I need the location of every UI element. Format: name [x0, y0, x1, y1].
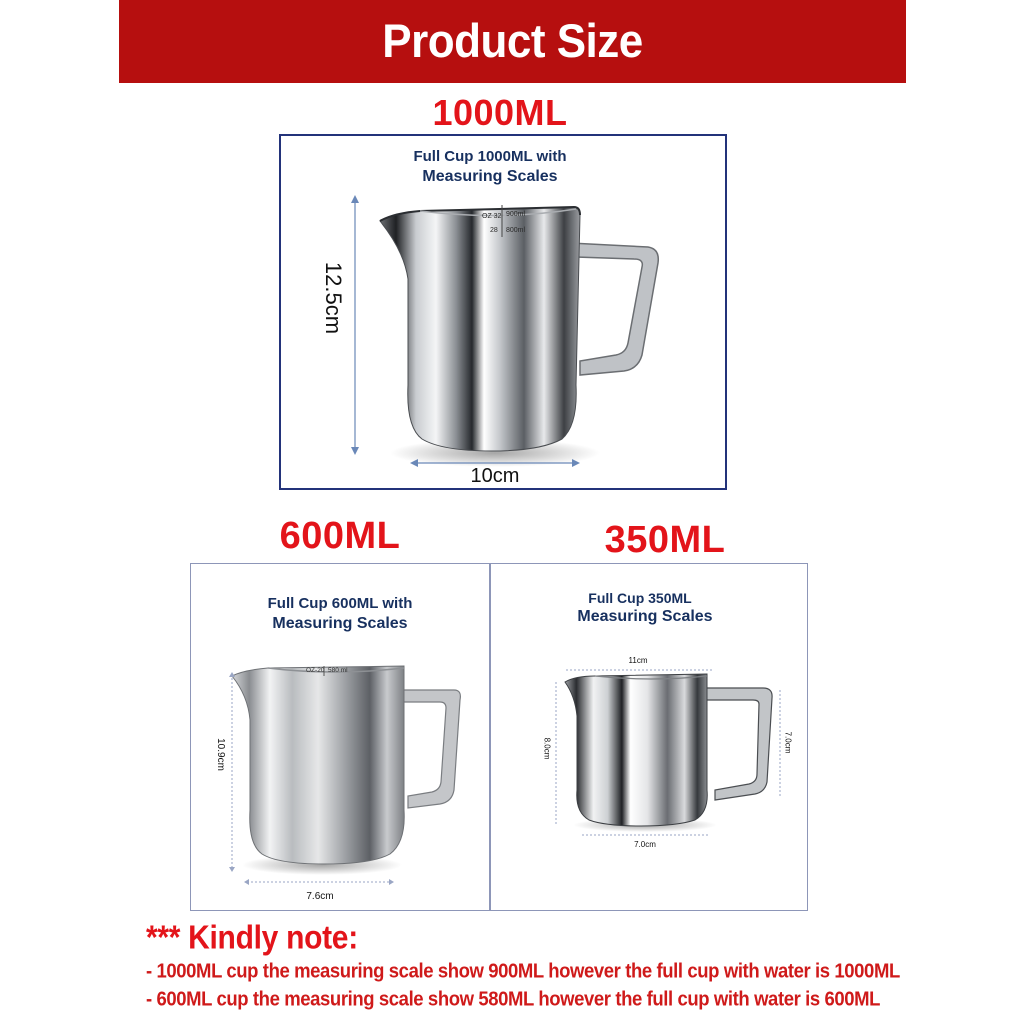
height-label-1000ml: 12.5cm: [321, 261, 346, 335]
size-heading-350ml: 350ML: [604, 519, 726, 561]
width-label-350ml: 7.0cm: [634, 840, 656, 849]
size-heading-1000ml: 1000ML: [432, 92, 568, 133]
scale-mark-580ml: 580 ml: [328, 667, 348, 674]
caption-350ml-line1: Full Cup 350ML: [588, 590, 692, 606]
scale-mark-oz32: OZ 32: [482, 213, 502, 220]
caption-600ml: [210, 595, 470, 634]
height-label-350ml: 8.0cm: [542, 737, 552, 759]
handle-height-label-350ml: 7.0cm: [783, 731, 793, 753]
top-width-dimension-350ml: [564, 667, 714, 673]
scale-mark-800ml: 800ml: [506, 227, 526, 234]
top-width-label-350ml: 11cm: [628, 656, 648, 665]
title-banner: [119, 0, 906, 83]
width-dimension-600ml: [244, 878, 394, 886]
caption-1000ml-line1: Full Cup 1000ML with: [413, 148, 567, 165]
height-label-600ml: 10.9cm: [214, 737, 226, 771]
height-label-600ml-wrap: [195, 737, 245, 771]
caption-600ml-line1: Full Cup 600ML with: [267, 595, 413, 612]
scale-mark-900ml: 900ml: [506, 211, 526, 218]
height-dimension-1000ml: [348, 195, 362, 455]
scale-mark-28: 28: [490, 227, 498, 234]
width-dimension-350ml: [580, 832, 710, 838]
caption-1000ml: [330, 148, 650, 187]
height-dimension-600ml: [228, 672, 236, 872]
note-line-1: - 1000ML cup the measuring scale show 900ML however the full cup with water is 1000ML: [146, 959, 900, 983]
note-title: *** Kindly note:: [146, 920, 358, 957]
width-label-600ml: 7.6cm: [306, 891, 334, 902]
pitcher-600ml-icon: [232, 660, 464, 875]
handle-height-label-350ml-wrap: [768, 732, 808, 752]
caption-600ml-line2: Measuring Scales: [272, 614, 408, 632]
note-line-2: - 600ML cup the measuring scale show 580ML however the full cup with water is 600ML: [146, 987, 881, 1011]
height-label-350ml-wrap: [527, 738, 567, 758]
scale-mark-oz20: OZ-20: [306, 667, 325, 674]
caption-1000ml-line2: Measuring Scales: [422, 167, 558, 185]
size-heading-600ml: 600ML: [279, 515, 401, 557]
pitcher-350ml-icon: [565, 672, 777, 832]
width-label-1000ml: 10cm: [470, 465, 520, 487]
caption-350ml-line2: Measuring Scales: [577, 608, 713, 625]
height-label-1000ml-wrap: [288, 261, 378, 335]
page-title: Product Size: [382, 14, 643, 68]
pitcher-1000ml-icon: [380, 195, 670, 470]
panel-divider: [489, 563, 491, 911]
